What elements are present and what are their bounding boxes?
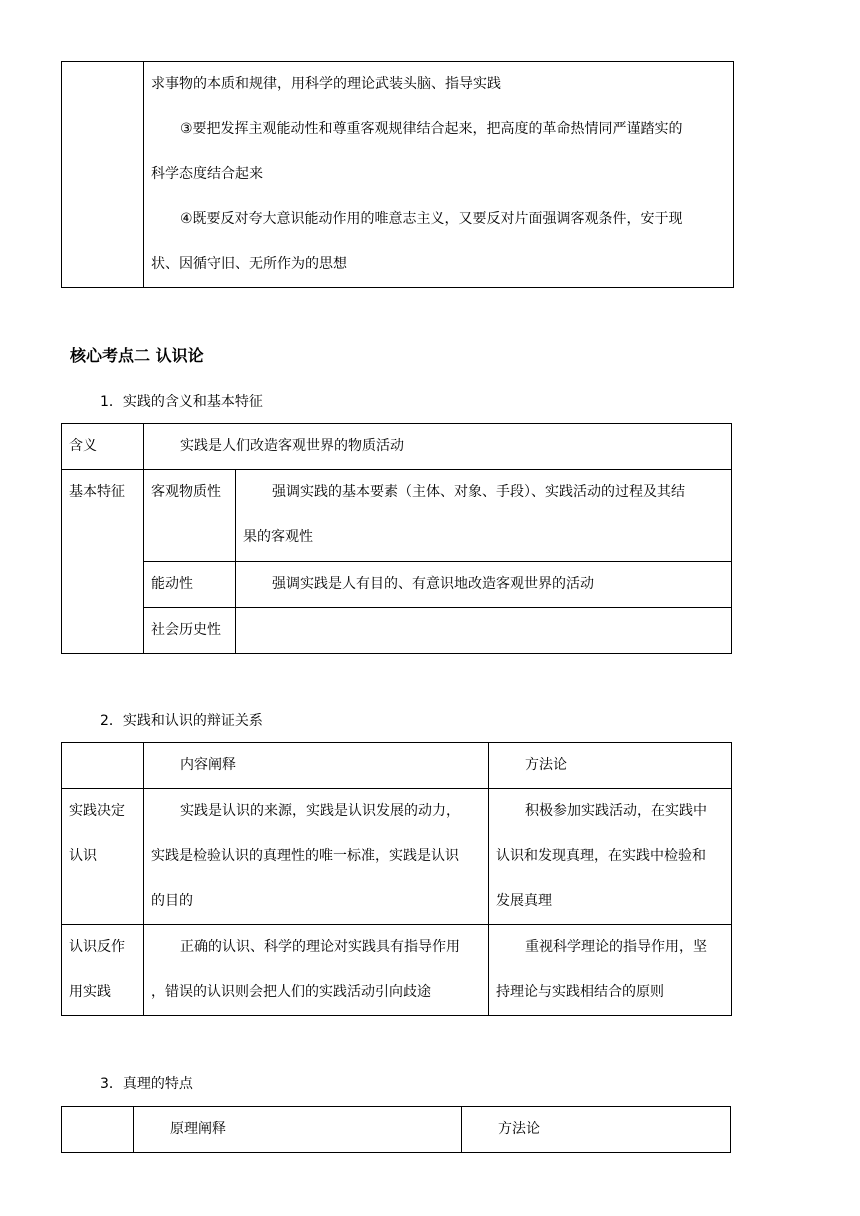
feature-desc-1-line-1: 强调实践的基本要素（主体、对象、手段）、实践活动的过程及其结	[272, 484, 685, 500]
t2-row-2-method-line-2: 持理论与实践相结合的原则	[496, 984, 664, 1000]
t2-row-1-content-line-2: 实践是检验认识的真理性的唯一标准，实践是认识	[151, 848, 459, 864]
t2-row-1-method-line-1: 积极参加实践活动，在实践中	[525, 803, 707, 819]
t2-row-1-content-line-3: 的目的	[151, 893, 193, 909]
t2-row-2-method-line-1: 重视科学理论的指导作用，坚	[525, 939, 707, 955]
practice-features-table	[61, 423, 732, 654]
t2-row-1-content-line-1: 实践是认识的来源，实践是认识发展的动力，	[180, 803, 460, 819]
t2-header-content: 内容阐释	[144, 743, 489, 789]
meaning-text: 实践是人们改造客观世界的物质活动	[144, 424, 732, 470]
feature-name-3: 社会历史性	[144, 608, 236, 654]
practice-cognition-table	[61, 742, 732, 1016]
feature-desc-2: 强调实践是人有目的、有意识地改造客观世界的活动	[236, 562, 732, 608]
t2-row-1-content	[144, 789, 489, 925]
features-label: 基本特征	[62, 470, 144, 654]
t2-row-2-content-line-2: ，错误的认识则会把人们的实践活动引向歧途	[151, 984, 431, 1000]
t2-row-1-method-line-3: 发展真理	[496, 893, 552, 909]
t2-row-2-content-line-1: 正确的认识、科学的理论对实践具有指导作用	[180, 939, 460, 955]
t2-header-empty	[62, 743, 144, 789]
meaning-label: 含义	[62, 424, 144, 470]
continued-line-2: ③要把发挥主观能动性和尊重客观规律结合起来，把高度的革命热情同严谨踏实的	[180, 121, 683, 137]
continued-line-3: 科学态度结合起来	[151, 166, 263, 182]
continued-line-1: 求事物的本质和规律，用科学的理论武装头脑、指导实践	[151, 76, 501, 92]
subsection-3-title: 3．真理的特点	[100, 1076, 193, 1092]
truth-features-table	[61, 1106, 731, 1153]
subsection-2-title: 2．实践和认识的辩证关系	[100, 713, 263, 729]
t2-row-1-label-line-2: 认识	[69, 848, 97, 864]
subsection-1-title: 1．实践的含义和基本特征	[100, 394, 263, 410]
t2-row-2-label-line-1: 认识反作	[69, 939, 125, 955]
continued-line-5: 状、因循守旧、无所作为的思想	[151, 256, 347, 272]
t3-header-principle: 原理阐释	[134, 1107, 462, 1153]
continued-line-4: ④既要反对夸大意识能动作用的唯意志主义，又要反对片面强调客观条件，安于现	[180, 211, 683, 227]
section-title: 核心考点二 认识论	[70, 346, 204, 365]
t2-row-2-method	[489, 925, 732, 1016]
t2-row-2-label-line-2: 用实践	[69, 984, 111, 1000]
t3-header-empty	[62, 1107, 134, 1153]
t3-header-method: 方法论	[462, 1107, 731, 1153]
t2-row-2-label	[62, 925, 144, 1016]
t2-row-2-content	[144, 925, 489, 1016]
t2-row-1-label	[62, 789, 144, 925]
continued-table	[61, 61, 734, 288]
feature-name-1: 客观物质性	[144, 470, 236, 562]
continued-left-cell	[62, 62, 144, 288]
t2-row-1-method	[489, 789, 732, 925]
feature-name-2: 能动性	[144, 562, 236, 608]
feature-desc-1	[236, 470, 732, 562]
t2-row-1-method-line-2: 认识和发现真理，在实践中检验和	[496, 848, 706, 864]
t2-row-1-label-line-1: 实践决定	[69, 803, 125, 819]
t2-header-method: 方法论	[489, 743, 732, 789]
feature-desc-1-line-2: 果的客观性	[243, 529, 313, 545]
feature-desc-3	[236, 608, 732, 654]
continued-content-cell	[144, 62, 734, 288]
